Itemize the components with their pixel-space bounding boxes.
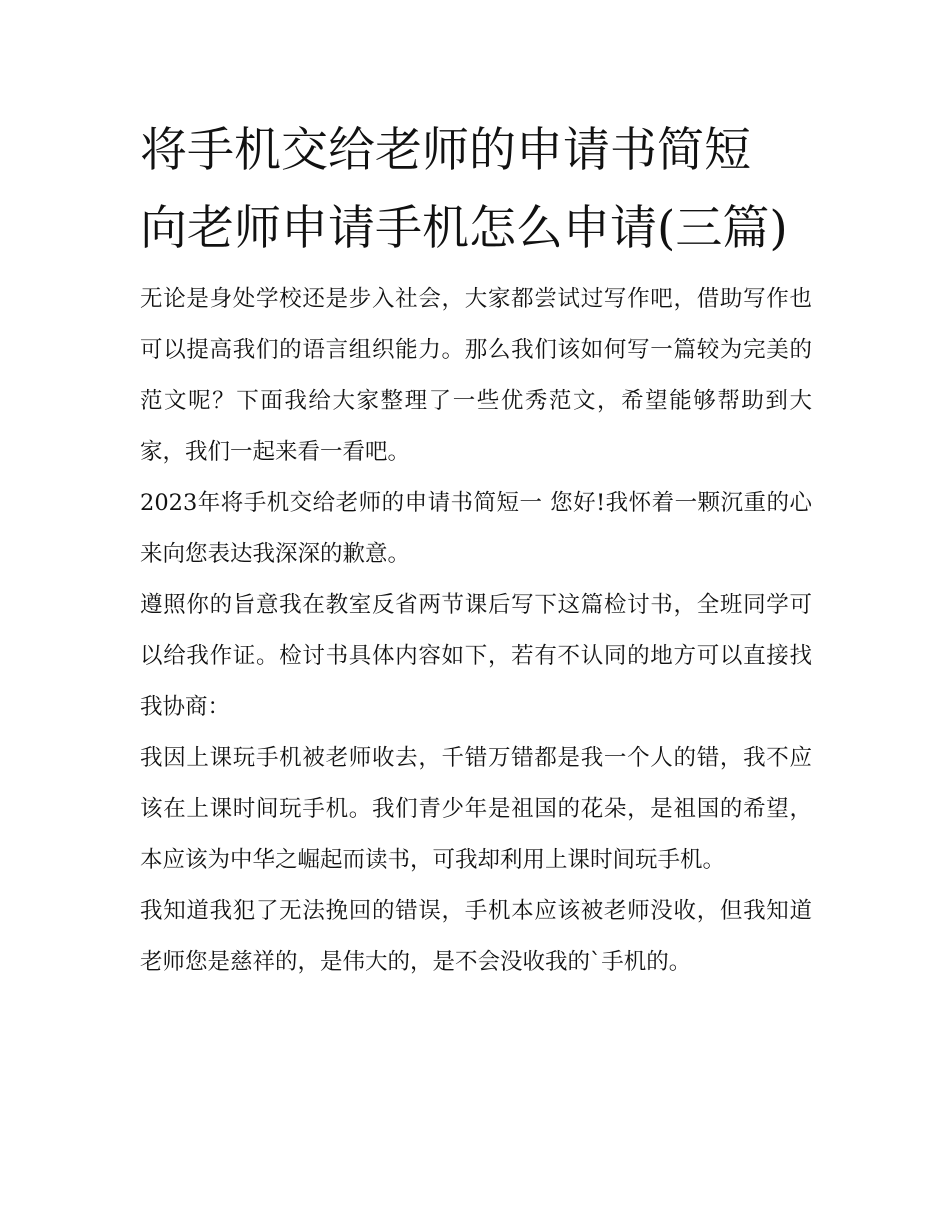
paragraph-apology: 2023年将手机交给老师的申请书简短一 您好!我怀着一颗沉重的心来向您表达我深深的歉意。 [140,490,812,567]
paragraph-reflection: 遵照你的旨意我在教室反省两节课后写下这篇检讨书，全班同学可以给我作证。检讨书具体内容如下，若有不认同的地方可以直接找我协商： [140,592,812,720]
document-body [140,274,812,988]
document-page [140,112,812,988]
paragraph-confession: 我因上课玩手机被老师收去，千错万错都是我一个人的错，我不应该在上课时间玩手机。我们青少年是祖国的花朵，是祖国的希望，本应该为中华之崛起而读书，可我却利用上课时间玩手机。 [140,745,812,873]
document-title: 将手机交给老师的申请书简短 向老师申请手机怎么申请(三篇) [140,123,788,256]
paragraph-intro: 无论是身处学校还是步入社会，大家都尝试过写作吧，借助写作也可以提高我们的语言组织能力。那么我们该如何写一篇较为完美的范文呢？下面我给大家整理了一些优秀范文，希望能够帮助到大家，我们一起来看一看吧。 [140,286,812,465]
paragraph-plea: 我知道我犯了无法挽回的错误，手机本应该被老师没收，但我知道老师您是慈祥的，是伟大的，是不会没收我的`手机的。 [140,898,812,975]
